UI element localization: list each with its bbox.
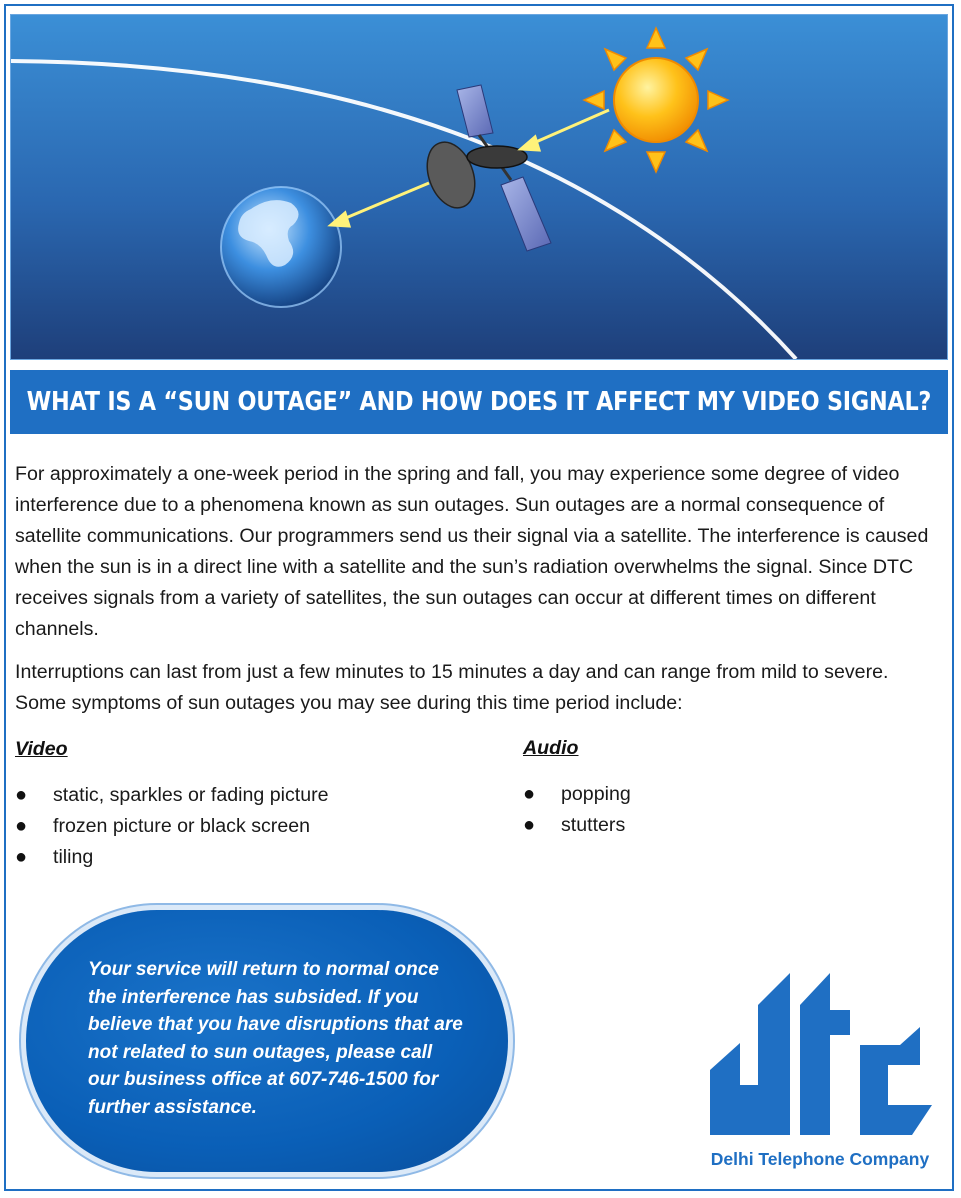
hero-illustration (10, 14, 948, 360)
symptoms-paragraph: Interruptions can last from just a few minutes to 15 minutes a day and can range from mild to severe. Some symptoms of sun outages you may see during this time period include: (15, 661, 889, 714)
audio-list (523, 779, 923, 841)
list-item: ● stutters (523, 810, 923, 841)
callout-bubble (26, 910, 508, 1172)
bullet-icon: ● (523, 783, 536, 805)
bullet-icon: ● (15, 846, 28, 868)
list-item: ● static, sparkles or fading picture (15, 780, 495, 811)
audio-symptoms (523, 734, 923, 841)
bullet-icon: ● (15, 815, 28, 837)
headline-bar (10, 370, 948, 434)
dtc-logo (700, 965, 940, 1175)
list-item: ● tiling (15, 842, 495, 873)
intro-paragraph: For approximately a one-week period in the spring and fall, you may experience some degree of video interference due to a phenomena known as sun outages. Sun outages are a normal consequence of satellite communications. Our programmers send us their signal via a satellite. The interference is caused when the sun is in a direct line with a satellite and the sun’s radiation overwhelms the signal. Since DTC receives signals from a variety of satellites, the sun outages can occur at different times on different channels. (15, 463, 929, 640)
callout-text: Your service will return to normal once the interference has subsided. If you believe that you have disruptions that are not related to sun outages, please call our business office at 607-746-1500 for further assistance. (88, 959, 463, 1118)
dtc-logomark (700, 965, 940, 1145)
headline: WHAT IS A “SUN OUTAGE” AND HOW DOES IT AFFECT MY VIDEO SIGNAL? (26, 387, 932, 417)
bullet-icon: ● (15, 784, 28, 806)
earth-globe-icon (221, 187, 341, 307)
audio-heading: Audio (523, 737, 579, 759)
bullet-icon: ● (523, 814, 536, 836)
list-item: ● frozen picture or black screen (15, 811, 495, 842)
company-name: Delhi Telephone Company (710, 1149, 930, 1169)
video-list (15, 780, 495, 873)
list-item: ● popping (523, 779, 923, 810)
video-symptoms (15, 735, 495, 873)
video-heading: Video (15, 738, 68, 760)
